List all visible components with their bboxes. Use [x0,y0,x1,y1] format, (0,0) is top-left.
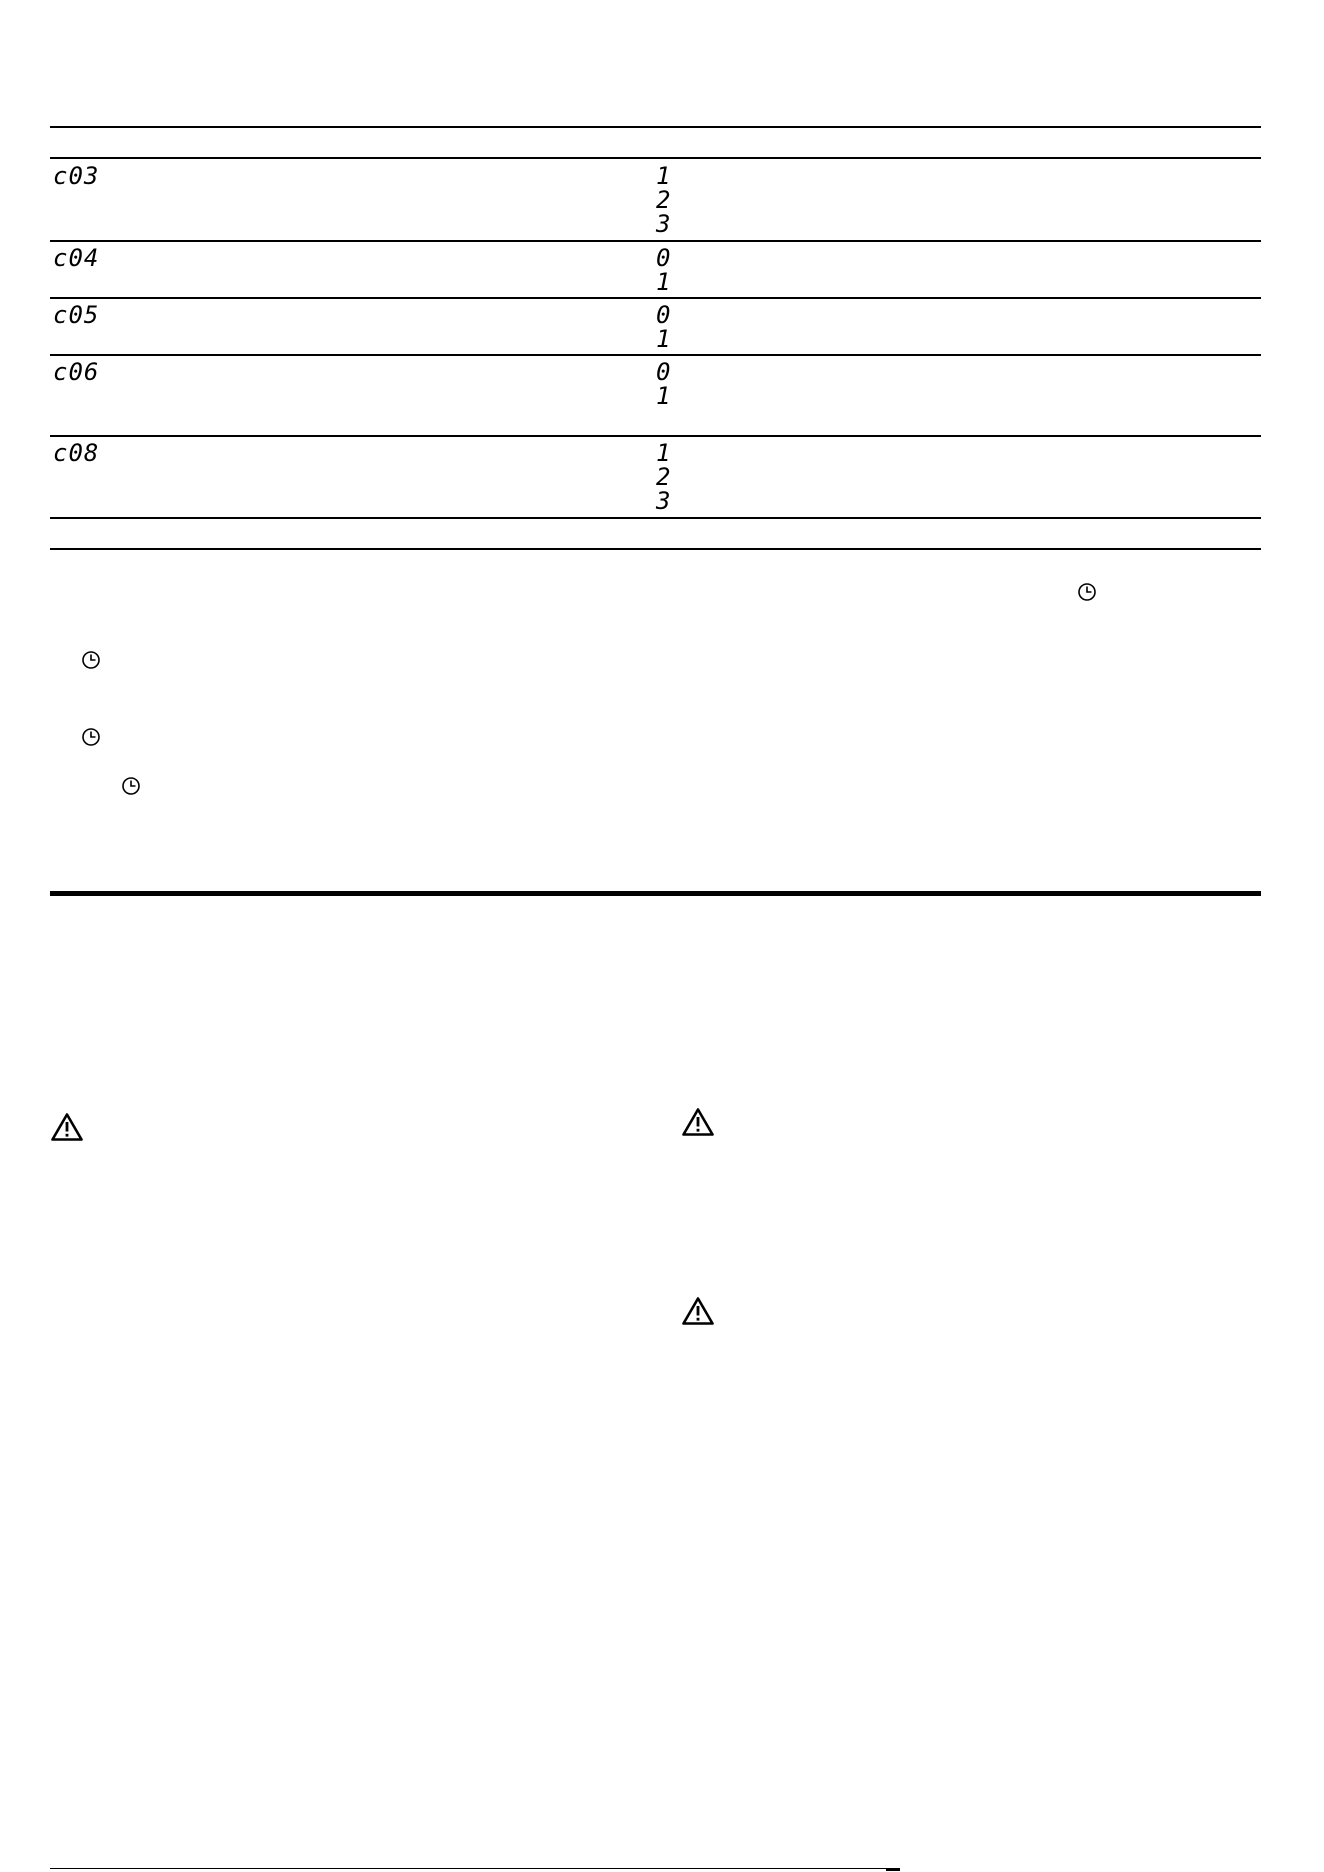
table-bottom-rule [50,548,1261,550]
setting-value: 2 [656,463,672,491]
clock-icon [81,650,101,670]
row-divider [50,297,1261,299]
setting-values [656,246,671,294]
setting-code: c04 [53,244,100,272]
setting-value: 1 [656,268,672,296]
setting-value: 1 [656,162,672,190]
setting-value: 3 [656,487,672,515]
row-divider [50,354,1261,356]
setting-values [656,360,671,408]
setting-code: c06 [53,358,100,386]
setting-value: 0 [656,358,672,386]
section-rule [50,891,1261,896]
setting-value: 1 [656,439,672,467]
warning-triangle-icon [681,1296,715,1326]
setting-value: 0 [656,244,672,272]
setting-values [656,303,671,351]
table-header-rule [50,157,1261,159]
warning-triangle-icon [50,1112,84,1142]
setting-value: 3 [656,210,672,238]
row-divider [50,435,1261,437]
setting-value: 0 [656,301,672,329]
clock-icon [121,776,141,796]
setting-value: 1 [656,382,672,410]
clock-icon [81,727,101,747]
setting-code: c08 [53,439,100,467]
row-divider [50,517,1261,519]
warning-triangle-icon [681,1107,715,1137]
setting-code: c03 [53,162,100,190]
table-top-rule [50,126,1261,128]
row-divider [50,240,1261,242]
clock-icon [1077,582,1097,602]
setting-code: c05 [53,301,100,329]
setting-values [656,164,671,236]
setting-value: 2 [656,186,672,214]
footer-rule [50,1868,900,1869]
setting-value: 1 [656,325,672,353]
footer-tick [886,1868,900,1871]
setting-values [656,441,671,513]
